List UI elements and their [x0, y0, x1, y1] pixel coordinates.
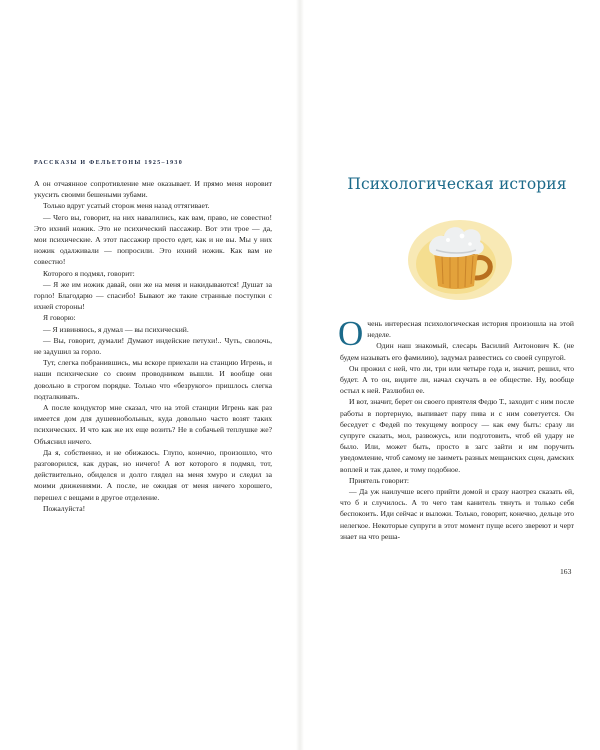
left-paragraph-12: Пожалуйста!: [43, 503, 86, 513]
left-paragraph-11: Да я, собственно, и не обижаюсь. Глупо, конечно, произошло, что разговорился, как дурак, но ничего! А вот которого я подмял, тот, действительно, обиделся и долго глядел на меня хмуро и следил за моими движениями. А после, не ожидая от меня ничего хорошего, перешел с вещами в другое отделение.: [34, 447, 272, 502]
right-text-column: [338, 314, 574, 542]
page-number: 163: [560, 567, 572, 576]
left-paragraph-6: Я говорю:: [43, 313, 76, 323]
right-paragraph-4: Приятель говорит:: [349, 475, 410, 485]
foam-bubble: [468, 242, 472, 246]
left-paragraph-8: — Вы, говорит, думали! Думают индейские петухи!.. Чуть, сволочь, не задушил за горло.: [34, 335, 272, 357]
first-paragraph-text: чень интересная психологическая история произошла на этой неделе.: [367, 319, 574, 340]
left-paragraph-3: — Чего вы, говорит, на них навалились, как вам, право, не совестно! Это ихний ножик. Это не психический пассажир. Вот эти трое — да, мои психические. А этот пассажир просто едет, как и не вы. Мы у них ножик одалживали — попросили. Это ихний ножик. Как вам не совестно!: [34, 212, 272, 267]
left-paragraph-4: Которого я подмял, говорит:: [43, 268, 135, 278]
foam-bubble: [446, 238, 450, 242]
drop-cap: О: [338, 314, 364, 353]
right-paragraph-3: И вот, значит, берет он своего приятеля Федю Т., заходит с ним после работы в портерную, выпивает пару пива и с ним советуется. Он беседует с Федей по текущему вопросу — как ему быть: сразу ли супруге сказать, мол, развожусь, или подготовить, чтоб ей удару не было. Или, может быть, просто в загс зайти и им поручить уведомление, чтоб самому не заиметь разных мещанских сцен, дамских воплей и так далее, и тому подобное.: [340, 397, 574, 474]
right-paragraph-5: — Да уж наилучше всего прийти домой и сразу наотрез сказать ей, что б и случилось. А то чего там канитель тянуть и только себя беспокоить. Иди сейчас и выложи. Только, говорит, конечно, дельце это нелегкое. Некоторые супруги в этот момент пуще всего звереют и черт знает на что реша-: [340, 487, 574, 541]
left-paragraph-10: А после кондуктор мне сказал, что на этой станции Игрень как раз имеется дом для душевнобольных, куда довольно часто возят таких психических. И что как же их еще возить? Не в собачьей теплушке же? Объяснил ничего.: [34, 403, 272, 446]
running-head: РАССКАЗЫ И ФЕЛЬЕТОНЫ 1925–1930: [34, 160, 184, 166]
foam-bubble: [460, 234, 465, 239]
left-paragraph-7: — Я извиняюсь, я думал — вы психический.: [43, 324, 189, 334]
left-paragraph-9: Тут, слегка побранившись, мы вскоре приехали на станцию Игрень, и наши психические со своим проводником вышли. И вообще они довольно в строгом порядке. Только что «безрукого» пришлось слегка подталкивать.: [34, 358, 272, 401]
beer-mug-illustration: [404, 208, 516, 304]
left-paragraph-1: А он отчаянное сопротивление мне оказывает. И прямо меня норовит укусить своими бешеными зубами.: [34, 179, 272, 200]
left-paragraph-2: Только вдруг усатый сторож меня назад оттягивает.: [43, 201, 210, 211]
chapter-title: Психологическая история: [347, 175, 567, 193]
left-paragraph-5: — Я же им ножик давай, они же на меня и накидываются! Душат за горло! Благодарю — спасибо! Бывают же такие странные поступки с ихней стороны!: [34, 279, 272, 312]
book-gutter: [296, 0, 304, 750]
right-paragraph-1: Один наш знакомый, слесарь Василий Антонович К. (не будем называть его фамилию), задумал развестись со своей супругой.: [340, 341, 574, 362]
left-text-column: [34, 178, 272, 514]
right-paragraph-2: Он прожил с ней, что ли, три или четыре года и, значит, решил, что будет. А то он, видите ли, начал скучать в ее обществе. Ну, вообще остыл к ней. Разлюбил ее.: [340, 363, 574, 396]
